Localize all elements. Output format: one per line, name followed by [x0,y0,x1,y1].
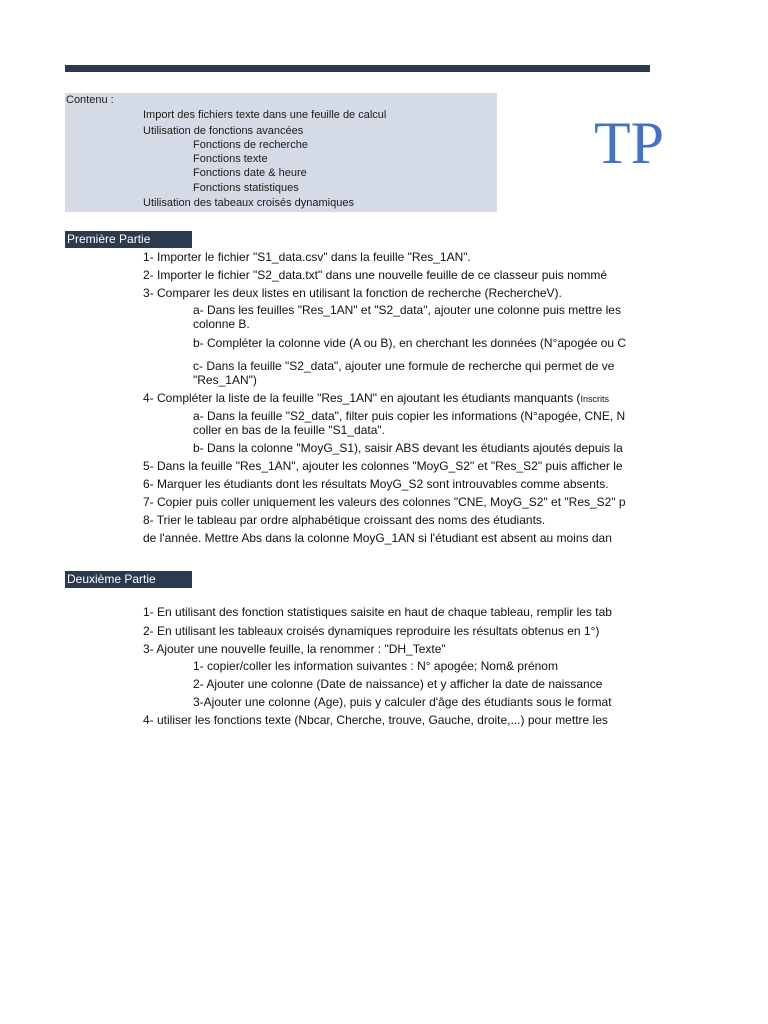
contents-subitem: Fonctions de recherche [193,139,308,151]
page-title: TP [594,110,665,176]
instruction-subline: c- Dans la feuille "S2_data", ajouter une formule de recherche qui permet de ve [193,359,615,373]
contents-heading: Contenu : [66,94,114,106]
instruction-subline: b- Dans la colonne "MoyG_S1), saisir ABS devant les étudiants ajoutés depuis la [193,441,623,455]
instruction-subline: colonne B. [193,317,250,331]
instruction-subline: b- Compléter la colonne vide (A ou B), en cherchant les données (N°apogée ou C [193,336,627,350]
instruction-line: 7- Copier puis coller uniquement les valeurs des colonnes "CNE, MoyG_S2" et "Res_S2" p [143,495,626,509]
instruction-line: 8- Trier le tableau par ordre alphabétique croissant des noms des étudiants. [143,513,546,527]
section-title-part2: Deuxième Partie [65,571,192,588]
header-bar [65,65,650,72]
instruction-subline: a- Dans la feuille "S2_data", filter puis copier les informations (N°apogée, CNE, N [193,409,626,423]
instruction-line [143,391,609,406]
instruction-line: 1- En utilisant des fonction statistiques saisite en haut de chaque tableau, remplir les tab [143,605,612,619]
instruction-subline: coller en bas de la feuille "S1_data". [193,423,385,437]
instruction-line: 4- utiliser les fonctions texte (Nbcar, Cherche, trouve, Gauche, droite,...) pour mettre les [143,713,608,727]
instruction-line: 6- Marquer les étudiants dont les résultats MoyG_S2 sont introuvables comme absents. [143,477,609,491]
contents-subitem: Fonctions date & heure [193,167,307,179]
instruction-subline: 1- copier/coller les information suivantes : N° apogée; Nom& prénom [193,659,558,673]
instruction-line: 1- Importer le fichier "S1_data.csv" dans la feuille "Res_1AN". [143,250,471,264]
instruction-line: 2- Importer le fichier "S2_data.txt" dans une nouvelle feuille de ce classeur puis nommé [143,268,608,282]
section-title-part1: Première Partie [65,231,192,248]
contents-item: Import des fichiers texte dans une feuille de calcul [143,109,387,121]
contents-subitem: Fonctions statistiques [193,182,299,194]
instruction-line: 3- Ajouter une nouvelle feuille, la renommer : "DH_Texte" [143,642,446,656]
instruction-text: 4- Compléter la liste de la feuille "Res_1AN" en ajoutant les étudiants manquants ( [143,391,581,405]
contents-subitem: Fonctions texte [193,153,268,165]
instruction-line: 3- Comparer les deux listes en utilisant la fonction de recherche (RechercheV). [143,286,562,300]
instruction-line: 5- Dans la feuille "Res_1AN", ajouter les colonnes "MoyG_S2" et "Res_S2" puis afficher le [143,459,623,473]
contents-item: Utilisation des tabeaux croisés dynamiques [143,197,354,209]
instruction-line: de l'année. Mettre Abs dans la colonne MoyG_1AN si l'étudiant est absent au moins dan [143,531,612,545]
instruction-line: 2- En utilisant les tableaux croisés dynamiques reproduire les résultats obtenus en 1°) [143,624,600,638]
contents-item: Utilisation de fonctions avancées [143,125,304,137]
instruction-subline: 3-Ajouter une colonne (Age), puis y calculer d'âge des étudiants sous le format [193,695,612,709]
instruction-subline: "Res_1AN") [193,373,257,387]
instruction-subline: 2- Ajouter une colonne (Date de naissance) et y afficher la date de naissance [193,677,603,691]
instruction-subline: a- Dans les feuilles "Res_1AN" et "S2_data", ajouter une colonne puis mettre les [193,303,621,317]
inscrits-note: Inscrits [580,394,609,404]
